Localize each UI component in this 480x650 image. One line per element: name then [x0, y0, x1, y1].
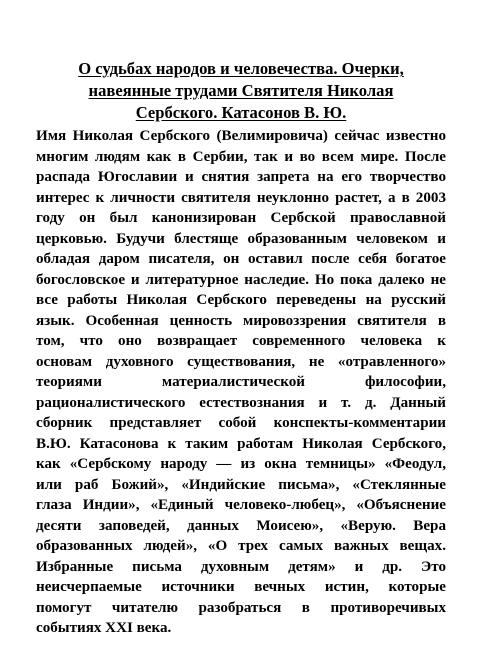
body-line: все работы Николая Сербского переведены на русский: [36, 292, 446, 308]
body-line: Избранные письма духовным детям» и др. Это: [36, 558, 446, 575]
body-line: распада Югославии и снятия запрета на его творчество: [36, 169, 446, 185]
body-line: теориями материалистической философии,: [36, 374, 446, 390]
body-line: Имя Николая Сербского (Велимировича) сейчас известно: [36, 128, 446, 144]
body-line: многим людям как в Сербии, так и во всем мире. После: [36, 148, 446, 165]
body-line: помогут читателю разобраться в противоречивых: [36, 599, 446, 616]
body-line: обладая даром писателя, он оставил после себя богатое: [36, 251, 446, 267]
document-page: [36, 58, 446, 639]
body-line: образованных людей», «О трех самых важных вещах.: [36, 538, 446, 554]
body-line: глаза Индии», «Единый человеко-любец», «Объяснение: [36, 497, 446, 513]
body-line: интерес к личности святителя неуклонно растет, а в 2003: [36, 189, 446, 206]
title-line: О судьбах народов и человечества. Очерки,: [78, 59, 404, 78]
document-title: [36, 58, 446, 124]
body-line: рационалистического естествознания и т. д. Данный: [36, 394, 446, 411]
body-line: как «Сербскому народу — из окна темницы» «Феодул,: [36, 456, 446, 472]
body-line: десяти заповедей, данных Моисею», «Верую. Вера: [36, 517, 446, 534]
body-line: церковью. Будучи блестяще образованным человеком и: [36, 230, 446, 247]
body-line: богословское и литературное наследие. Но пока далеко не: [36, 271, 446, 288]
body-line: неисчерпаемые источники вечных истин, которые: [36, 579, 446, 595]
body-line: событиях XXI века.: [36, 620, 172, 636]
title-line: Сербского. Катасонов В. Ю.: [135, 103, 347, 122]
title-line: навеянные трудами Святителя Николая: [88, 81, 394, 100]
body-line: году он был канонизирован Сербской православной: [36, 210, 446, 226]
body-line: том, что оно возвращает современного человека к: [36, 333, 446, 349]
document-body: [36, 126, 446, 639]
body-line: сборник представляет собой конспекты-комментарии: [36, 415, 446, 431]
body-line: или раб Божий», «Индийские письма», «Стеклянные: [36, 476, 446, 493]
body-line: основам духовного существования, не «отравленного»: [36, 353, 446, 370]
body-line: В.Ю. Катасонова к таким работам Николая Сербского,: [36, 435, 446, 452]
body-line: язык. Особенная ценность мировоззрения святителя в: [36, 312, 446, 329]
